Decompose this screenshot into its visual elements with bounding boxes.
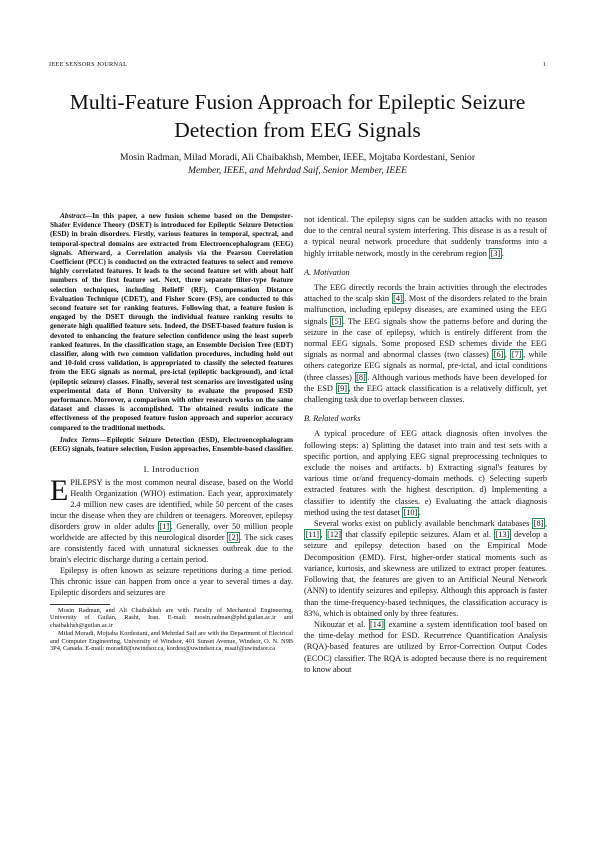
author-line-1: Mosin Radman, Milad Moradi, Ali Chaibakhsh, Member, IEEE, Mojtaba Kordestani, Senior (119, 152, 476, 163)
left-column (50, 212, 293, 653)
footnote-affiliation-2: Milad Moradi, Mojtaba Kordestani, and Mehrdad Saif are with the Department of Electrical and Computer Engineering, University of Windsor, 401 Sunset Avenue, Windsor, O. N. N9B 3P4, Canada. E-mail: moradi8@uwindsor.ca, kordest@uwindsor.ca, msaif@uwindsor.ca (50, 629, 293, 653)
subsection-heading-motivation: A. Motivation (304, 267, 350, 277)
citation-link[interactable]: [14] (370, 619, 384, 629)
footnote-affiliation-1: Mosin Radman, and Ali Chaibakhsh are with Faculty of Mechanical Engineering, University of Guilan, Rasht, Iran. E-mail: mosin.radman@phd.guilan.ac.ir and chaibakhsh@guilan.ac.ir (50, 606, 293, 630)
abstract-text: —In this paper, a new fusion scheme based on the Dempster-Shafer Evidence Theory (DSET) is introduced for Epileptic Seizure Detection (ESD) in brain disorders. Firstly, various features in temporal, spectral, and temporal-spectral domains are extracted from Electroencephalogram (EEG) signals. Afterward, a Correlation analysis via the Pearson Correlation Coefficient (PCC) is conducted on the extracted features to select and remove highly correlated features. It leads to the second feature set with about half numbers of the first feature set. Next, three separate filter-type feature selection techniques, including ReliefF (RF), Compensation Distance Evaluation Technique (CDET), and Fisher Score (FS), are conducted to this second feature set for ranking features. Following that, a feature fusion is engaged by the DSET through the individual feature ranking results to generate high qualified feature sets. Indeed, the DSET-based feature fusion is devoted to enhancing the feature selection confidence using the least superb ranked features. In the classification stage, an Ensemble Decision Tree (EDT) classifier, along with two common validation procedures, including hold out and 10-fold cross validation, is appropriated to classify the selected features from the EEG signals as normal, pre-ictal (epileptic background), and ictal (epileptic seizure) classes. Finally, several test scenarios are investigated using experimental data of Bonn University to evaluate the proposed ESD performance. Moreover, a comparison with other research works on the same dataset and classes is accomplished. The obtained results indicate the effectiveness of the proposed feature fusion approach and superior accuracy compared to the traditional methods. (50, 212, 293, 432)
citation-link[interactable]: [12] (327, 530, 341, 540)
intro-p1-text-c: . The sick cases are consistently faced with unnatural sicknesses outbreak due to the brain's electric discharge during a certain period. (50, 533, 294, 564)
motivation-text-g: , the EEG attack classification is a relatively difficult, yet challenging task due to overlap between classes. (304, 383, 547, 405)
citation-link[interactable]: [8] (533, 519, 544, 529)
intro-paragraph-2: Epilepsy is often known as seizure repetitions during a time period. This chronic issue can happen from once a year to several times a day. Epileptic disorders and seizures are (50, 565, 293, 597)
index-terms-lead: Index Terms (60, 435, 100, 444)
intro-p1-text-b: . Generally, over 50 million people worldwide are affected by this neurological disorder (50, 522, 293, 542)
citation-link[interactable]: [8] (356, 372, 366, 382)
right-column (304, 214, 547, 675)
running-header (49, 61, 546, 71)
citation-link[interactable]: [4] (393, 294, 403, 304)
related-p2-text-c: , (320, 530, 326, 540)
related-p1-text-a: A typical procedure of EEG attack diagnosis often involves the following steps: a) Splitting the dataset into train and test sets with a specific portion, and applying EEG signal preprocessing techniques to exclude the noises and artifacts. b) Extracting signal's features by various time or/and frequency-domain methods. c) Selecting superb extracted features with the highest description. d) Implementing a classifier to identify the classes. e) Evaluating the attack diagnosis method using the test dataset (304, 429, 547, 517)
motivation-text-e: , while others categorize EEG signals as normal, pre-ictal, and ictal conditions (three classes) (304, 350, 547, 382)
related-paragraph-3 (304, 619, 547, 675)
intro-p1-text-a: PILEPSY is the most common neural disease, based on the World Health Organization (WHO) estimation. Each year, approximately 2.4 million new cases are identified, while 50 percent of the cases incur the disease when they are children or teenagers. Moreover, epilepsy disorders grow in older adults (50, 478, 293, 532)
related-p2-text-e: develop a seizure and epilepsy detection based on the Empirical Mode Decomposition (EMD). First, higher-order statical moments such as variance, kurtosis, and skewness are utilized to extract proper features. Following that, the features are given to an Artificial Neural Network (ANN) to identify seizures and epilepsy. Although this approach is faster than the time-frequency-based techniques, the classification accuracy is 83%, which is obtained only by three features. (304, 530, 547, 618)
citation-link[interactable]: [9] (337, 383, 348, 393)
intro-cont-text-a: not identical. The epilepsy signs can be sudden attacks with no reason due to the central neural system interfering. This disease is as a result of a typical neural network procedure that suddenly transforms into a highly irritable network, mostly in the cerebrum region (304, 215, 547, 258)
abstract-lead: Abstract (60, 212, 85, 220)
related-paragraph-1 (304, 428, 547, 518)
journal-name: IEEE SENSORS JOURNAL (49, 61, 128, 68)
citation-link[interactable]: [7] (511, 350, 522, 360)
related-p2-text-a: Several works exist on publicly available benchmark databases (314, 519, 533, 529)
section-heading-introduction: I. Introduction (143, 464, 200, 475)
intro-continuation (304, 214, 547, 259)
index-terms (50, 436, 293, 454)
motivation-text-b: . Most of the disorders related to the brain malfunction, including epilepsy diseases, are examined using the EEG signals (304, 294, 547, 326)
citation-link[interactable]: [11] (305, 530, 320, 540)
motivation-text-d: , (504, 350, 511, 360)
citation-link[interactable]: [1] (159, 522, 170, 532)
motivation-text-c: . The EEG signals show the patterns before and during the seizure in the case of epilepsy, which is entirely different from the normal EEG signals. Some proposed ESD schemes divide the EEG signals as normal and abnormal classes (two classes) (304, 316, 548, 360)
citation-link[interactable]: [13] (495, 530, 510, 540)
abstract (50, 212, 293, 433)
citation-link[interactable]: [10] (403, 507, 418, 517)
author-list (49, 152, 546, 177)
related-p1-text-b: . (418, 507, 421, 517)
related-paragraph-2 (304, 518, 547, 619)
motivation-paragraph (304, 282, 547, 405)
paper-title: Multi-Feature Fusion Approach for Epileptic Seizure Detection from EEG Signals (69, 90, 526, 142)
index-terms-text: —Epileptic Seizure Detection (ESD), Electroencephalogram (EEG) signals, feature selection, Fusion approaches, Ensemble-based classifier. (50, 435, 293, 454)
citation-link[interactable]: [3] (490, 248, 501, 258)
related-p2-text-b: , (544, 519, 547, 529)
citation-link[interactable]: [6] (493, 350, 504, 360)
subsection-heading-related-works: B. Related works (304, 414, 361, 424)
related-p2-text-d: that classify epileptic seizures. Alam et al. (342, 530, 495, 540)
intro-paragraph-1 (50, 474, 294, 566)
author-line-2: Member, IEEE, and Mehrdad Saif, Senior Member, IEEE (188, 164, 407, 176)
related-p3-text-a: Nikouzar et al. (314, 619, 369, 629)
citation-link[interactable]: [2] (228, 533, 239, 542)
page-number: 1 (542, 61, 546, 68)
intro-cont-text-b: . (501, 248, 504, 258)
footnote-divider (50, 604, 110, 605)
motivation-text-a: The EEG directly records the brain activities through the electrodes attached to the scalp skin (304, 283, 547, 304)
related-p3-text-b: examine a system identification tool based on the time-delay method for ESD. Recurrence Quantification Analysis (RQA)-based features are utilized by Error-Correction Output Codes (ECOC) classifier. The RQA is adopted because there is no requirement to know about (304, 619, 547, 674)
motivation-text-f: . Although various methods have been developed for the ESD (304, 372, 547, 393)
drop-cap: E (50, 474, 69, 508)
citation-link[interactable]: [5] (331, 316, 342, 326)
